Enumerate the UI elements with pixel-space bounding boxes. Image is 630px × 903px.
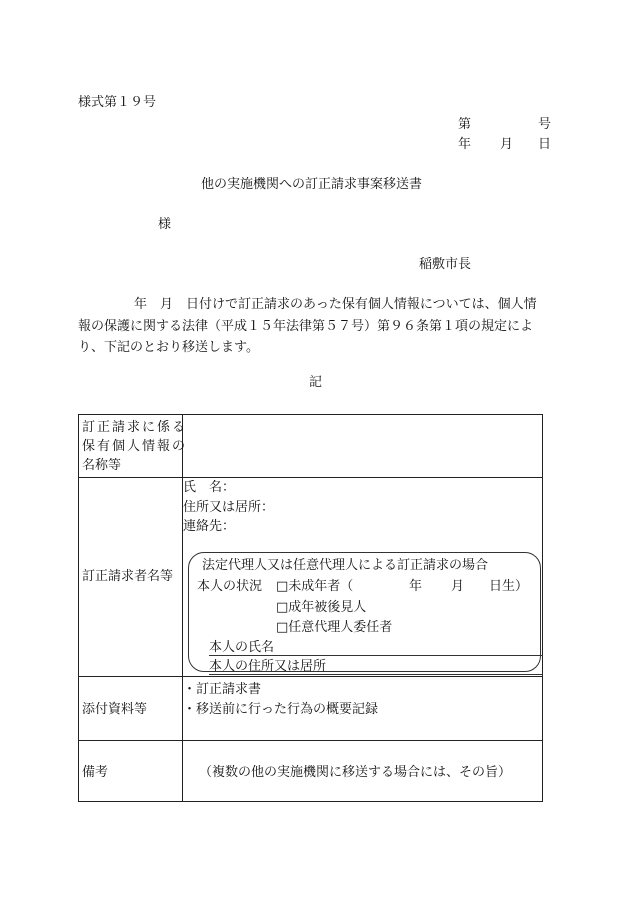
agent-request-title: 法定代理人又は任意代理人による訂正請求の場合	[202, 558, 489, 573]
row2-label: 訂正請求者名等	[82, 569, 174, 584]
row-divider-3	[79, 740, 542, 741]
attachment-item-1: ・訂正請求書	[183, 682, 262, 697]
option-voluntary-agent: □任意代理人委任者	[276, 620, 393, 635]
remarks-note: （複数の他の実施機関に移送する場合には、その旨）	[199, 765, 512, 780]
requester-contact-label: 連絡先：	[183, 519, 236, 534]
column-divider	[182, 415, 183, 801]
option-minor-birthdate: 日生）	[489, 579, 529, 594]
sender-name: 稲敷市長	[419, 257, 472, 272]
row-divider-1	[79, 477, 542, 478]
row1-label-line-3: 名称等	[82, 458, 122, 473]
row-divider-2	[79, 676, 542, 677]
date-day: 日	[538, 137, 552, 152]
form-number: 様式第１９号	[78, 95, 157, 110]
body-line-3: り、下記のとおり移送します。	[78, 340, 259, 355]
attachment-item-2: ・移送前に行った行為の概要記録	[183, 702, 379, 717]
principal-address-line	[209, 674, 543, 675]
doc-number-suffix: 号	[538, 117, 552, 132]
body-line-1: 年 月 日付けで訂正請求のあった保有個人情報については、個人情	[134, 297, 537, 312]
row1-label-line-1: 訂正請求に係る	[82, 420, 188, 435]
date-month: 月	[500, 137, 514, 152]
ki-heading: 記	[309, 375, 323, 390]
principal-address-label: 本人の住所又は居所	[209, 659, 327, 674]
row4-label: 備考	[82, 765, 109, 780]
row3-label: 添付資料等	[82, 702, 148, 717]
requester-name-label: 氏 名：	[183, 480, 236, 495]
addressee-suffix: 様	[158, 217, 172, 232]
option-minor-month: 月	[451, 579, 465, 594]
doc-number-prefix: 第	[458, 117, 472, 132]
date-year: 年	[458, 137, 472, 152]
option-adult-ward: □成年被後見人	[276, 600, 367, 615]
transfer-table	[78, 414, 543, 802]
principal-name-label: 本人の氏名	[209, 640, 275, 655]
document-title: 他の実施機関への訂正請求事案移送書	[201, 177, 423, 192]
principal-status-label: 本人の状況	[197, 579, 263, 594]
option-minor: □未成年者（	[276, 579, 354, 594]
row1-label-line-2: 保有個人情報の	[82, 439, 188, 454]
requester-address-label: 住所又は居所：	[183, 500, 275, 515]
option-minor-year: 年	[409, 579, 423, 594]
principal-name-line	[209, 655, 543, 656]
body-line-2: 報の保護に関する法律（平成１５年法律第５７号）第９６条第１項の規定によ	[78, 319, 534, 334]
